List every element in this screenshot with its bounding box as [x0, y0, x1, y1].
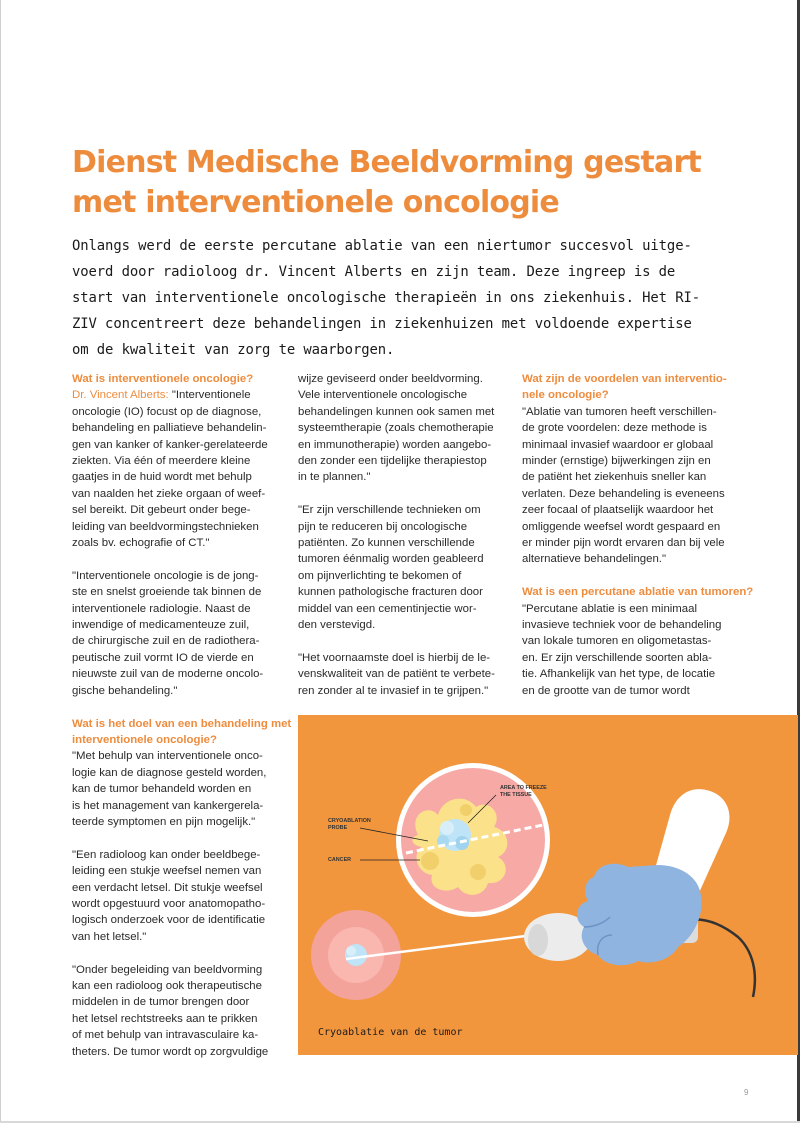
paragraph-line: van naalden het zieke orgaan of weef-	[72, 487, 266, 500]
paragraph-line: Vele interventionele oncologische	[298, 389, 468, 402]
paragraph-line: alternatieve behandelingen."	[522, 553, 667, 566]
paragraph-line: den zonder een tijdelijke therapiestop	[298, 455, 487, 468]
paragraph-line: middelen in de tumor brengen door	[72, 996, 250, 1009]
paragraph-line: "Het voornaamste doel is hierbij de le-	[298, 651, 491, 664]
paragraph-line: zeer focaal of plaatselijk waardoor het	[522, 504, 714, 517]
paragraph-line: logisch onderzoek voor de identificatie	[72, 914, 266, 927]
paragraph-line: de grote voordelen: deze methode is	[522, 422, 707, 435]
paragraph-line: is het management van kankergerela-	[72, 799, 264, 812]
paragraph-gap	[72, 699, 284, 715]
paragraph-line: er minder pijn wordt ervaren dan bij vele	[522, 537, 725, 550]
text-column-2	[298, 371, 510, 699]
text-column-3	[522, 371, 754, 699]
paragraph-gap	[298, 486, 510, 502]
label-line: PROBE	[328, 824, 348, 831]
paragraph-line: "Een radioloog kan onder beeldbege-	[72, 848, 261, 861]
cancer-label: CANCER	[328, 857, 352, 863]
author-name: Dr. Vincent Alberts:	[72, 389, 169, 402]
label-line: AREA TO FREEZE	[500, 785, 547, 791]
paragraph-line: systeemtherapie (zoals chemotherapie	[298, 422, 494, 435]
paragraph-line: en de grootte van de tumor wordt	[522, 684, 690, 697]
small-ice-ball-part	[346, 946, 356, 956]
paragraph-line: ren zonder al te invasief in te grijpen."	[298, 684, 489, 697]
paragraph-line: inwendige of medicamenteuze zuil,	[72, 619, 250, 632]
intro-line: start van interventionele oncologische therapieën in ons ziekenhuis. Het RI-	[72, 290, 700, 306]
paragraph-line: het letsel rechtstreeks aan te prikken	[72, 1012, 258, 1025]
paragraph-line: sel bereikt. Dit gebeurt onder bege-	[72, 504, 251, 517]
ice-ball-part	[440, 821, 454, 835]
intro-line: om de kwaliteit van zorg te waarborgen.	[72, 342, 395, 358]
cryoablation-illustration	[298, 715, 798, 1055]
paragraph-line: een verdacht letsel. Dit stukje weefsel	[72, 881, 263, 894]
paragraph-line: "Ablatie van tumoren heeft verschillen-	[522, 405, 717, 418]
area-to-freeze-label	[500, 785, 547, 798]
paragraph-line: kunnen pathologische fracturen door	[298, 586, 483, 599]
paragraph-line: de chirurgische zuil en de radiothera-	[72, 635, 260, 648]
paragraph-line: van lokale tumoren en oligometastas-	[522, 635, 712, 648]
cryoablation-probe-label	[328, 818, 371, 831]
text-column-1	[72, 371, 292, 1060]
paragraph-line: gen van kanker of kanker-gerelateerde	[72, 438, 268, 451]
tumor-spot	[470, 864, 486, 880]
paragraph-line: ste en snelst groeiende tak binnen de	[72, 586, 262, 599]
section-heading: Wat is een percutane ablatie van tumoren?	[522, 586, 754, 599]
intro-line: voerd door radioloog dr. Vincent Alberts en zijn team. Deze ingreep is de	[72, 264, 676, 280]
paragraph-line: den verstevigd.	[298, 619, 376, 632]
paragraph-line: kan een radioloog ook therapeutische	[72, 979, 262, 992]
paragraph-line: venskwaliteit van de patiënt te verbete-	[298, 668, 495, 681]
paragraph-line: "Interventionele oncologie is de jong-	[72, 569, 259, 582]
intro-line: Onlangs werd de eerste percutane ablatie van een niertumor succesvol uitge-	[72, 238, 692, 254]
paragraph-line: tie. Afhankelijk van het type, de locatie	[522, 668, 716, 681]
paragraph-gap	[72, 551, 284, 567]
paragraph-line: gaatjes in de huid wordt met behulp	[72, 471, 252, 484]
paragraph-line: oncologie (IO) focust op de diagnose,	[72, 405, 262, 418]
paragraph-line	[72, 387, 284, 403]
paragraph-line: en immunotherapie) worden aangebo-	[298, 438, 492, 451]
paragraph-line: behandelingen kunnen ook samen met	[298, 405, 495, 418]
paragraph-line: tumoren éénmalig worden geableerd	[298, 553, 484, 566]
label-line: THE TISSUE	[500, 791, 532, 798]
paragraph-line: teerde symptomen en pijn mogelijk."	[72, 815, 256, 828]
paragraph-line: peutische zuil vormt IO de vierde en	[72, 651, 254, 664]
section-heading: Wat is het doel van een behandeling met	[72, 717, 292, 730]
glove	[577, 864, 702, 965]
paragraph-gap	[72, 945, 284, 961]
handpiece-tip	[528, 924, 548, 956]
paragraph-line: gische behandeling."	[72, 684, 178, 697]
paragraph-line: invasieve techniek voor de behandeling	[522, 619, 722, 632]
tumor-spot	[421, 852, 439, 870]
section-heading: interventionele oncologie?	[72, 733, 217, 746]
tumor-spot	[460, 804, 472, 816]
paragraph-line: "Er zijn verschillende technieken om	[298, 504, 481, 517]
paragraph-line: om pijnverlichting te bekomen of	[298, 569, 462, 582]
paragraph-line: van het letsel."	[72, 930, 147, 943]
paragraph-line: of met behulp van intravasculaire ka-	[72, 1029, 259, 1042]
paragraph-gap	[298, 633, 510, 649]
paragraph-line: interventionele radiologie. Naast de	[72, 602, 251, 615]
paragraph-line: zoals bv. echografie of CT."	[72, 537, 210, 550]
paragraph-line: en. Er zijn verschillende soorten abla-	[522, 651, 712, 664]
page-number: 9	[744, 1088, 749, 1097]
paragraph-line: "Met behulp van interventionele onco-	[72, 750, 263, 763]
paragraph-line: de patiënt het ziekenhuis sneller kan	[522, 471, 707, 484]
section-heading: Wat is interventionele oncologie?	[72, 373, 254, 385]
paragraph-line: "Percutane ablatie is een minimaal	[522, 602, 697, 615]
label-line: CRYOABLATION	[328, 818, 371, 824]
paragraph-line: minder (ernstige) bijwerkingen zijn en	[522, 455, 711, 468]
paragraph-line: "Onder begeleiding van beeldvorming	[72, 963, 263, 976]
paragraph-line: wordt opgestuurd voor anatomopatho-	[72, 897, 266, 910]
paragraph-text: "Interventionele	[168, 389, 251, 402]
paragraph-line: theters. De tumor wordt op zorgvuldige	[72, 1045, 269, 1058]
intro-line: ZIV concentreert deze behandelingen in ziekenhuizen met voldoende expertise	[72, 316, 692, 332]
paragraph-line: kan de tumor behandeld worden en	[72, 783, 252, 796]
paragraph-gap	[522, 568, 734, 584]
paragraph-line: pijn te reduceren bij oncologische	[298, 520, 468, 533]
article-intro	[72, 233, 732, 363]
paragraph-line: logie kan de diagnose gesteld worden,	[72, 766, 267, 779]
paragraph-line: in te plannen."	[298, 471, 371, 484]
paragraph-line: leiding een stukje weefsel nemen van	[72, 865, 262, 878]
title-line: Dienst Medische Beeldvorming gestart	[72, 145, 701, 180]
illustration-graphic	[298, 715, 798, 1055]
title-line: met interventionele oncologie	[72, 185, 559, 220]
section-heading: Wat zijn de voordelen van interventio-	[522, 373, 727, 385]
paragraph-line: wijze geviseerd onder beeldvorming.	[298, 373, 483, 385]
paragraph-line: verlaten. Deze behandeling is eveneens	[522, 487, 725, 500]
figure-caption: Cryoablatie van de tumor	[318, 1027, 463, 1038]
paragraph-line: omliggende weefsel wordt gespaard en	[522, 520, 721, 533]
paragraph-line: patiënten. Zo kunnen verschillende	[298, 537, 475, 550]
paragraph-gap	[72, 830, 284, 846]
paragraph-line: middel van een cementinjectie wor-	[298, 602, 477, 615]
paragraph-line: ziekten. Via één of meerdere kleine	[72, 455, 251, 468]
paragraph-line: leiding van beeldvormingstechnieken	[72, 520, 259, 533]
section-heading: nele oncologie?	[522, 389, 609, 402]
paragraph-line: nieuwste zuil van de moderne oncolo-	[72, 668, 264, 681]
paragraph-line: behandeling en palliatieve behandelin-	[72, 422, 267, 435]
paragraph-line: minimaal invasief waardoor er globaal	[522, 438, 714, 451]
article-title	[72, 143, 732, 223]
